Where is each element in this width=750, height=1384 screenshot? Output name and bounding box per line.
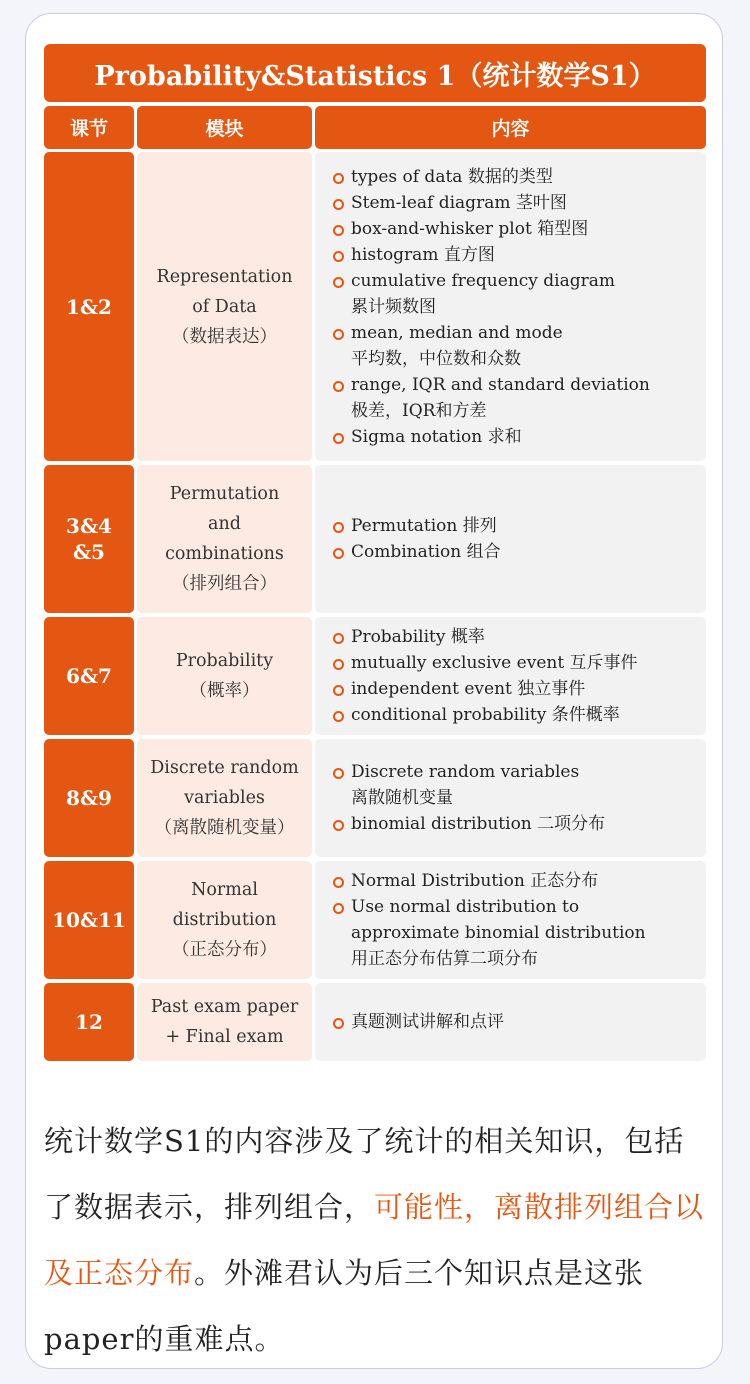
content-item (333, 372, 650, 424)
content-item (333, 811, 605, 837)
circle-bullet-icon (333, 199, 344, 210)
lesson-number: 8&9 (66, 786, 112, 810)
content-item-text: Permutation 排列 (351, 516, 497, 536)
circle-bullet-icon (333, 1018, 344, 1029)
content-cell (315, 465, 706, 613)
content-item-text: Normal Distribution 正态分布 (351, 871, 599, 891)
content-item-text: Sigma notation 求和 (351, 426, 522, 447)
content-cell (315, 617, 706, 735)
content-list (333, 759, 605, 837)
lesson-cell (44, 983, 134, 1061)
content-item-text: range, IQR and standard deviation 极差，IQR和方差 (351, 374, 650, 421)
module-line: and (208, 514, 241, 534)
module-line: Representation (156, 266, 293, 287)
module-line: Permutation (169, 484, 280, 504)
content-item-text: mutually exclusive event 互斥事件 (351, 653, 638, 673)
content-item-text: Probability 概率 (351, 627, 485, 647)
content-list (333, 513, 501, 565)
summary-paragraph (44, 1108, 710, 1372)
header-content: 内容 (315, 106, 706, 149)
module-line: + Final exam (165, 1027, 284, 1047)
circle-bullet-icon (333, 251, 344, 262)
content-list (333, 164, 650, 450)
content-list (333, 624, 638, 728)
content-item-text: types of data 数据的类型 (351, 166, 553, 187)
circle-bullet-icon (333, 548, 344, 559)
content-item (333, 242, 650, 268)
circle-bullet-icon (333, 433, 344, 444)
circle-bullet-icon (333, 903, 344, 914)
content-cell (315, 983, 706, 1061)
content-item-text: Combination 组合 (351, 542, 501, 562)
circle-bullet-icon (333, 659, 344, 670)
content-item (333, 1009, 504, 1035)
module-line: distribution (172, 910, 277, 930)
lesson-cell (44, 152, 134, 461)
module-line: （概率） (189, 681, 260, 701)
content-item-text: mean, median and mode 平均数，中位数和众数 (351, 322, 563, 369)
module-line: Normal (191, 880, 258, 900)
lesson-cell (44, 861, 134, 979)
circle-bullet-icon (333, 173, 344, 184)
module-line: （排列组合） (172, 574, 277, 594)
module-line: Discrete random (150, 758, 299, 778)
content-item (333, 190, 650, 216)
circle-bullet-icon (333, 633, 344, 644)
circle-bullet-icon (333, 877, 344, 888)
module-line: （离散随机变量） (154, 818, 295, 838)
circle-bullet-icon (333, 277, 344, 288)
content-item-text: Discrete random variables 离散随机变量 (351, 762, 580, 808)
circle-bullet-icon (333, 768, 344, 779)
content-item (333, 424, 650, 450)
content-item-text: cumulative frequency diagram 累计频数图 (351, 270, 616, 317)
header-lesson: 课节 (44, 106, 134, 149)
module-line: Probability (175, 651, 274, 671)
lesson-cell (44, 617, 134, 735)
circle-bullet-icon (333, 820, 344, 831)
content-item-text: Stem-leaf diagram 茎叶图 (351, 192, 567, 213)
content-item (333, 320, 650, 372)
content-item (333, 624, 638, 650)
content-item (333, 759, 605, 811)
content-item (333, 216, 650, 242)
lesson-number: 1&2 (66, 294, 112, 319)
circle-bullet-icon (333, 225, 344, 236)
module-line: variables (184, 788, 265, 808)
lesson-number: 6&7 (66, 664, 112, 688)
content-item-text: Use normal distribution to approximate binomial distribution 用正态分布估算二项分布 (351, 897, 646, 969)
content-item (333, 539, 501, 565)
table-title: Probability&Statistics 1（统计数学S1） (44, 44, 706, 102)
content-item-text: 真题测试讲解和点评 (351, 1012, 504, 1032)
module-cell (137, 152, 312, 461)
module-line: combinations (165, 544, 284, 564)
content-cell (315, 739, 706, 857)
circle-bullet-icon (333, 522, 344, 533)
lesson-number: 12 (75, 1010, 103, 1034)
lesson-number: 3&4 &5 (66, 514, 112, 564)
module-line: （正态分布） (172, 940, 277, 960)
content-item-text: independent event 独立事件 (351, 679, 586, 699)
module-cell (137, 465, 312, 613)
module-cell (137, 861, 312, 979)
circle-bullet-icon (333, 329, 344, 340)
summary-text-1: 统计数学S1的内容涉及了统计的相关知识，包括了数据表示，排列组合， (44, 1124, 685, 1224)
content-item (333, 513, 501, 539)
summary-text-2: 。外滩君认为后三个知识点是这张paper的重难点。 (44, 1256, 645, 1356)
circle-bullet-icon (333, 711, 344, 722)
module-cell (137, 739, 312, 857)
lesson-cell (44, 739, 134, 857)
content-item-text: conditional probability 条件概率 (351, 705, 620, 725)
module-cell (137, 983, 312, 1061)
content-item (333, 268, 650, 320)
content-item (333, 676, 638, 702)
content-list (333, 868, 646, 972)
content-item (333, 164, 650, 190)
header-module: 模块 (137, 106, 312, 149)
circle-bullet-icon (333, 685, 344, 696)
content-item-text: binomial distribution 二项分布 (351, 814, 606, 834)
content-item (333, 894, 646, 972)
module-cell (137, 617, 312, 735)
circle-bullet-icon (333, 381, 344, 392)
module-line: （数据表达） (172, 326, 277, 347)
content-list (333, 1009, 504, 1035)
module-line: Past exam paper (150, 997, 299, 1017)
content-item (333, 702, 638, 728)
summary-highlight: 可能性，离散排列组合以及正态分布 (44, 1190, 705, 1290)
content-item (333, 868, 646, 894)
lesson-number: 10&11 (52, 908, 126, 932)
lesson-cell (44, 465, 134, 613)
content-item (333, 650, 638, 676)
content-item-text: box-and-whisker plot 箱型图 (351, 218, 589, 239)
content-item-text: histogram 直方图 (351, 244, 495, 265)
content-cell (315, 152, 706, 461)
module-line: of Data (192, 296, 257, 317)
content-cell (315, 861, 706, 979)
